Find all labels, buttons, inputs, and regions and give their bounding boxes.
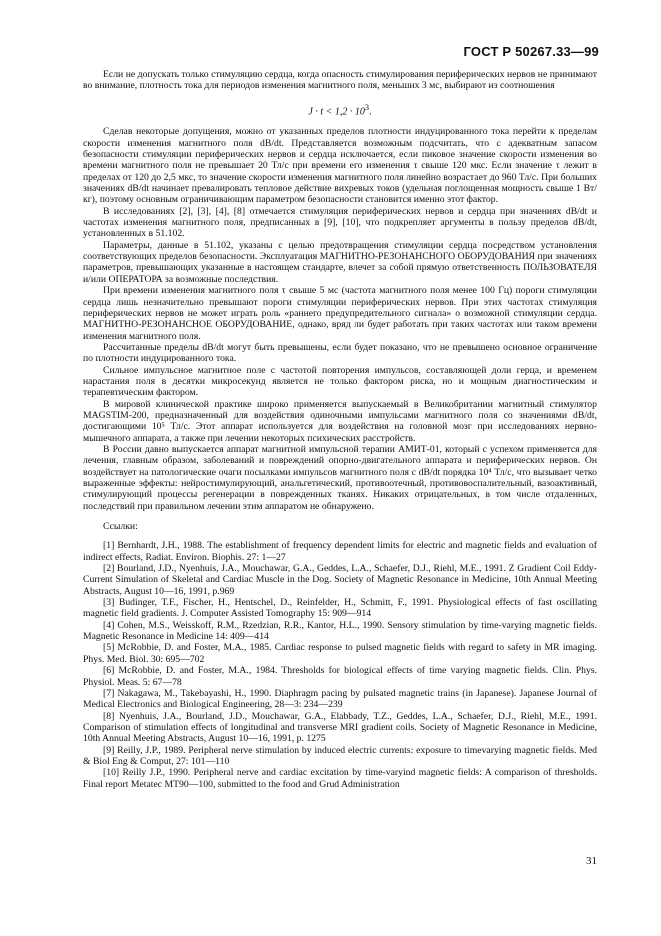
body-paragraph: При времени изменения магнитного поля τ свыше 5 мс (частота магнитного поля менее 100 Гц) пороги стимуляции сердца лишь незначительно превышают пороги стимуляции периферических нервов. При этих частотах стимуляция периферических нервов не может играть роль «раннего предупредительного сигнала» о возможной стимуляции сердца. МАГНИТНО-РЕЗОНАНСНОЕ ОБОРУДОВАНИЕ, однако, вряд ли будет работать при таких частотах или таком времени изменения магнитного поля. bbox=[83, 285, 597, 342]
reference-item: [3] Budinger, T.F., Fischer, H., Hentschel, D., Reinfelder, H., Schmitt, F., 1991. Physiological effects of fast oscillating magnetic field gradients. J. Computer Assisted Tomography 15: 909—914 bbox=[83, 597, 597, 620]
page-number: 31 bbox=[586, 855, 597, 867]
body-paragraph: Рассчитанные пределы dB/dt могут быть превышены, если будет показано, что не превышено основное ограничение по плотности индуцированного тока. bbox=[83, 341, 597, 365]
formula-expression: J · t < 1,2 · 10 bbox=[308, 106, 365, 118]
standard-code-header: ГОСТ Р 50267.33—99 bbox=[463, 44, 599, 59]
body-paragraph: В России давно выпускается аппарат магнитной импульсной терапии АМИТ-01, который с успехом применяется для лечения, главным образом, заболеваний и повреждений опорно-двигательного аппарата и периферических нервов. Он воздействует на патологические очаги посылками импульсов магнитного поля с dB/dt порядка 10⁴ Тл/с, что вызывает четко выраженные эффекты: нейростимулирующий, анальгетический, противоотечный, противовоспалительный, вазоактивный, стимулирующий процессы регенерации в поврежденных тканях. Никаких отрицательных, в том числе отдаленных, последствий при правильном лечении этим аппаратом не обнаружено. bbox=[83, 443, 597, 512]
reference-item: [1] Bernhardt, J.H., 1988. The establishment of frequency dependent limits for electric and magnetic fields and evaluation of indirect effects, Radiat. Environ. Biophis. 27: 1—27 bbox=[83, 540, 597, 563]
reference-item: [5] McRobbie, D. and Foster, M.A., 1985. Cardiac response to pulsed magnetic fields with regard to safety in MR imaging. Phys. Med. Biol. 30: 695—702 bbox=[83, 642, 597, 665]
body-paragraph: В исследованиях [2], [3], [4], [8] отмечается стимуляция периферических нервов и сердца при значениях dB/dt и частотах изменения магнитного поля, предписанных в [9], [10], что подкрепляет аргументы в пользу пределов dB/dt, установленных в 51.102. bbox=[83, 205, 597, 240]
formula bbox=[83, 102, 597, 118]
body-paragraph: Сильное импульсное магнитное поле с частотой повторения импульсов, составляющей доли герца, и временем нарастания поля в десятки микросекунд является не только фактором риска, но и мощным диагностическим и терапевтическим фактором. bbox=[83, 364, 597, 399]
reference-item: [7] Nakagawa, M., Takebayashi, H., 1990. Diaphragm pacing by pulsated magnetic trains (in Japanese). Japanese Journal of Medical Electronics and Biological Engineering, 28—3: 234—239 bbox=[83, 687, 597, 711]
document-body bbox=[83, 69, 597, 790]
references-title: Ссылки: bbox=[103, 521, 138, 533]
formula-exponent: 3 bbox=[364, 102, 370, 112]
formula-suffix: . bbox=[369, 106, 372, 118]
reference-item: [6] McRobbie, D. and Foster, M.A., 1984. Thresholds for biological effects of time varying magnetic fields. Clin. Phys. Physiol. Meas. 5: 67—78 bbox=[83, 665, 597, 688]
reference-item: [10] Reilly J.P., 1990. Peripheral nerve and cardiac excitation by time-varyind magnetic fields: A comparison of thresholds. Final report Metatec MT90—100, submitted to the food and Grud Administration bbox=[83, 767, 597, 790]
reference-item: [2] Bourland, J.D., Nyenhuis, J.A., Mouchawar, G.A., Geddes, L.A., Schaefer, D.J., Riehl, M.E., 1991. Z Gradient Coil Eddy-Current Simulation of Skeletal and Cardiac Muscle in the Dog. Society of Magnetic Resonance in Medicine, 10th Annual Meeting Abstracts, August 10—16, 1991, p.969 bbox=[83, 563, 597, 597]
body-paragraph: Параметры, данные в 51.102, указаны с целью предотвращения стимуляции сердца посредством установления соответствующих пределов безопасности. Эксплуатация МАГНИТНО-РЕЗОНАНСНОГО ОБОРУДОВАНИЯ при значениях параметров, превышающих указанные в настоящем стандарте, влечет за собой прямую ответственность ПОЛЬЗОВАТЕЛЯ и/или ОПЕРАТОРА за возможные последствия. bbox=[83, 239, 597, 285]
body-paragraph: Если не допускать только стимуляцию сердца, когда опасность стимулирования периферических нервов не принимают во внимание, плотность тока для периодов изменения магнитного поля, меньших 3 мс, выбирают из соотношения bbox=[83, 69, 597, 92]
body-paragraph: Сделав некоторые допущения, можно от указанных пределов плотности индуцированного тока перейти к пределам скорости изменения магнитного поля dB/dt. Представляется возможным подсчитать, что с адекватным запасом безопасности стимуляции периферических нервов и сердца исключается, если пиковое значение скорости изменения во времени магнитного поля не превышает 20 Тл/с при времени его изменения τ свыше 120 мкс. Если значение τ лежит в пределах от 120 до 2,5 мкс, то значение скорости изменения магнитного поля линейно возрастает до 960 Тл/с. При больших значениях dB/dt начинает превалировать тепловое действие вихревых токов (удельная поглощенная мощность свыше 1 Вт/кг), поэтому основным ограничивающим параметром безопасности становится именно этот фактор. bbox=[83, 126, 597, 206]
reference-item: [9] Reilly, J.P., 1989. Peripheral nerve stimulation by induced electric currents: exposure to timevarying magnetic fields. Med & Biol Eng & Comput, 27: 101—110 bbox=[83, 744, 597, 767]
reference-item: [4] Cohen, M.S., Weisskoff, R.M., Rzedzian, R.R., Kantor, H.L., 1990. Sensory stimulation by time-varying magnetic fields. Magnetic Resonance in Medicine 14: 409—414 bbox=[83, 619, 597, 643]
reference-item: [8] Nyenhuis, J.A., Bourland, J.D., Mouchawar, G.A., Elabbady, T.Z., Geddes, L.A., Schaefer, D.J., Riehl, M.E., 1991. Comparison of stimulation effects of longitudinal and transverse MRI gradient coils. Society of Magnetic Resonance in Medicine, 10th Annual Meeting Abstracts, August 10—16, 1991, p. 1275 bbox=[83, 710, 597, 745]
body-paragraph: В мировой клинической практике широко применяется выпускаемый в Великобритании магнитный стимулятор MAGSTIM-200, предназначенный для воздействия одиночными импульсами магнитного поля со значениями dB/dt, достигающими 10⁵ Тл/с. Этот аппарат используется для воздействия на головной мозг при исследованиях нервно-мышечного аппарата, а также при лечении некоторых психических расстройств. bbox=[83, 398, 597, 444]
